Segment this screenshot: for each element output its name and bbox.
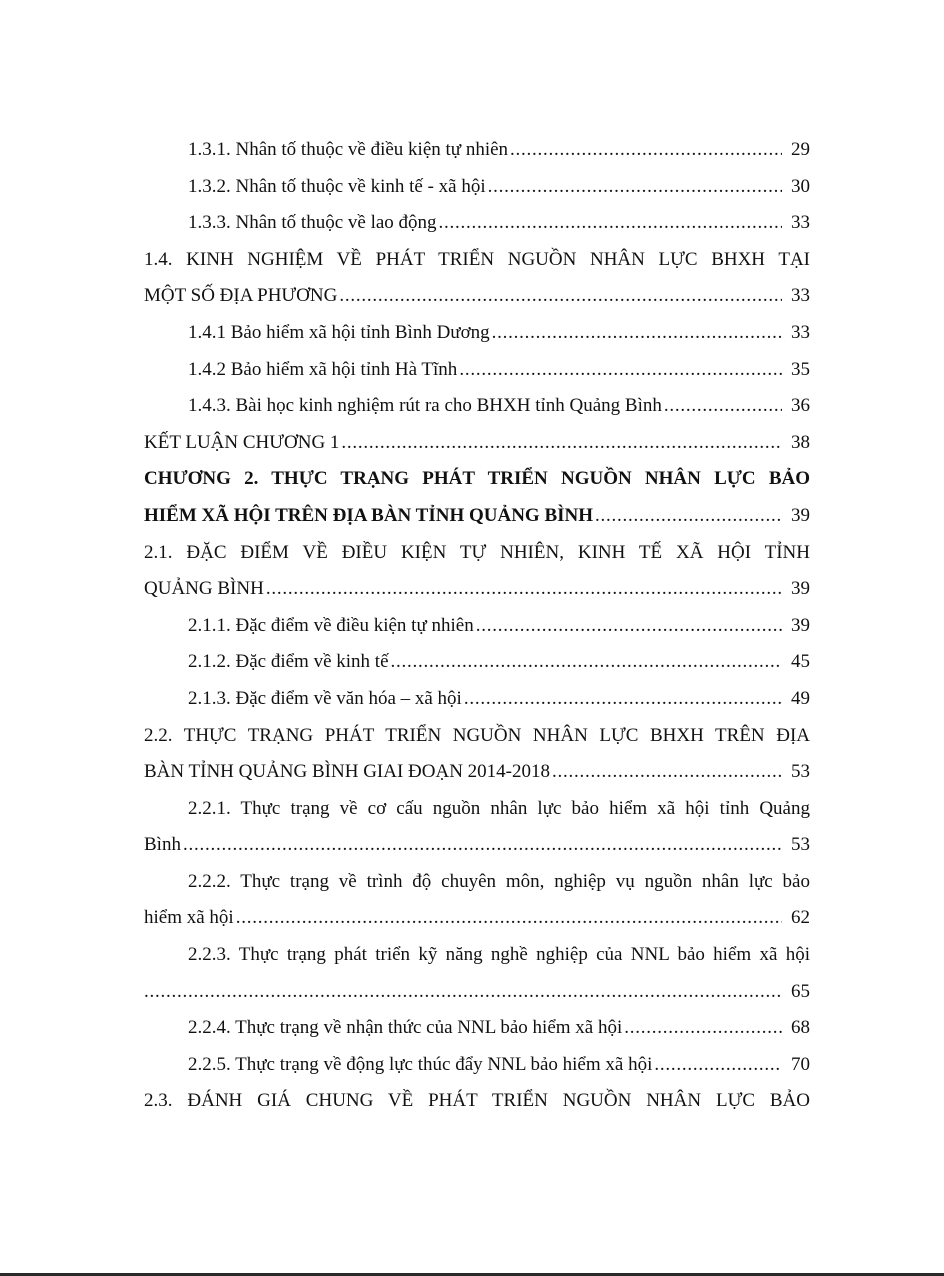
toc-entry-title: 1.4. KINH NGHIỆM VỀ PHÁT TRIỂN NGUỒN NHÂN LỰC BHXH TẠI xyxy=(144,248,810,270)
toc-entry-title: 2.3. ĐÁNH GIÁ CHUNG VỀ PHÁT TRIỂN NGUỒN NHÂN LỰC BẢO xyxy=(144,1090,810,1112)
toc-chapter-title: CHƯƠNG 2. THỰC TRẠNG PHÁT TRIỂN NGUỒN NHÂN LỰC BẢO xyxy=(144,468,810,490)
toc-page-number: 35 xyxy=(791,358,810,380)
toc-entry xyxy=(144,1010,810,1047)
toc-dot-leader xyxy=(439,205,782,242)
toc-page-number: 53 xyxy=(791,834,810,856)
toc-entry xyxy=(144,754,810,791)
toc-entry xyxy=(144,1047,810,1084)
toc-entry xyxy=(144,571,810,608)
toc-entry-title: 2.2. THỰC TRẠNG PHÁT TRIỂN NGUỒN NHÂN LỰC BHXH TRÊN ĐỊA xyxy=(144,724,810,746)
toc-entry xyxy=(144,681,810,718)
toc-entry-title: Bình xyxy=(144,834,181,856)
toc-page-number: 30 xyxy=(791,175,810,197)
toc-entry xyxy=(144,608,810,645)
toc-chapter-title: HIỂM XÃ HỘI TRÊN ĐỊA BÀN TỈNH QUẢNG BÌNH xyxy=(144,504,594,526)
toc-dot-leader xyxy=(144,974,782,1011)
toc-dot-leader xyxy=(492,315,782,352)
toc-entry-title: 2.2.5. Thực trạng về động lực thúc đẩy NNL bảo hiểm xã hội xyxy=(188,1053,653,1075)
toc-dot-leader xyxy=(654,1047,782,1084)
toc-page-number: 62 xyxy=(791,907,810,929)
toc-dot-leader xyxy=(339,278,782,315)
toc-entry-title: 2.1.2. Đặc điểm về kinh tế xyxy=(188,651,389,673)
toc-entry-wrapped-line xyxy=(144,937,810,974)
toc-chapter-wrapped-line xyxy=(144,461,810,498)
toc-entry xyxy=(144,278,810,315)
toc-entry-wrapped-line xyxy=(144,242,810,279)
toc-entry-wrapped-line xyxy=(144,1083,810,1120)
toc-page-number: 38 xyxy=(791,431,810,453)
toc-page-number: 39 xyxy=(791,578,810,600)
toc-entry-wrapped-line xyxy=(144,535,810,572)
toc-entry-title: 1.3.1. Nhân tố thuộc về điều kiện tự nhiên xyxy=(188,139,509,160)
toc-entry-title: 1.4.1 Bảo hiểm xã hội tỉnh Bình Dương xyxy=(188,321,490,343)
toc-entry-title: BÀN TỈNH QUẢNG BÌNH GIAI ĐOẠN 2014-2018 xyxy=(144,761,551,783)
toc-entry xyxy=(144,827,810,864)
toc-dot-leader xyxy=(552,754,782,791)
toc-entry xyxy=(144,315,810,352)
toc-entry-wrapped-line xyxy=(144,864,810,901)
toc-page-number: 29 xyxy=(791,139,810,160)
toc-entry xyxy=(144,425,810,462)
toc-entry-title: 1.3.2. Nhân tố thuộc về kinh tế - xã hội xyxy=(188,175,486,197)
toc-entry-title: 2.1.3. Đặc điểm về văn hóa – xã hội xyxy=(188,687,462,709)
toc-dot-leader xyxy=(488,169,782,206)
toc-page-number: 39 xyxy=(791,504,810,526)
toc-dot-leader xyxy=(459,352,782,389)
toc-page-number: 49 xyxy=(791,687,810,709)
toc-entry-title: QUẢNG BÌNH xyxy=(144,578,264,600)
toc-dot-leader xyxy=(391,644,782,681)
toc-page-number: 45 xyxy=(791,651,810,673)
toc-entry-title: 2.2.1. Thực trạng về cơ cấu nguồn nhân lực bảo hiểm xã hội tỉnh Quảng xyxy=(188,797,810,819)
toc-dot-leader xyxy=(624,1010,782,1047)
toc-entry-title: 2.1. ĐẶC ĐIỂM VỀ ĐIỀU KIỆN TỰ NHIÊN, KINH TẾ XÃ HỘI TỈNH xyxy=(144,541,810,563)
toc-entry-title: MỘT SỐ ĐỊA PHƯƠNG xyxy=(144,285,338,307)
toc-page-number: 53 xyxy=(791,761,810,783)
toc-dot-leader xyxy=(266,571,782,608)
toc-entry-title: 1.4.2 Bảo hiểm xã hội tỉnh Hà Tĩnh xyxy=(188,358,458,380)
toc-entry-title: hiểm xã hội xyxy=(144,907,234,929)
toc-entry xyxy=(144,388,810,425)
toc-page-number: 36 xyxy=(791,395,810,417)
toc-page-number: 70 xyxy=(791,1053,810,1075)
toc-page-number: 65 xyxy=(791,980,810,1002)
toc-dot-leader xyxy=(341,425,782,462)
toc-entry xyxy=(144,974,810,1011)
toc-entry xyxy=(144,352,810,389)
toc-dot-leader xyxy=(236,900,782,937)
toc-entry xyxy=(144,644,810,681)
toc-dot-leader xyxy=(183,827,782,864)
toc-entry-title: 2.2.3. Thực trạng phát triển kỹ năng nghề nghiệp của NNL bảo hiểm xã hội xyxy=(188,944,810,966)
toc-dot-leader xyxy=(510,132,782,169)
toc-page-number: 68 xyxy=(791,1017,810,1039)
toc-entry xyxy=(144,169,810,206)
toc-page-number: 33 xyxy=(791,212,810,234)
toc-entry-title: 1.4.3. Bài học kinh nghiệm rút ra cho BHXH tỉnh Quảng Bình xyxy=(188,395,662,417)
toc-dot-leader xyxy=(464,681,782,718)
toc-entry xyxy=(144,205,810,242)
toc-page-number: 33 xyxy=(791,285,810,307)
toc-dot-leader xyxy=(476,608,782,645)
toc-entry xyxy=(144,132,810,169)
toc-page-number: 39 xyxy=(791,614,810,636)
toc-entry-title: 2.2.4. Thực trạng về nhận thức của NNL bảo hiểm xã hội xyxy=(188,1017,623,1039)
toc-entry-title: 2.1.1. Đặc điểm về điều kiện tự nhiên xyxy=(188,614,474,636)
table-of-contents xyxy=(144,132,810,1120)
toc-entry-title: 1.3.3. Nhân tố thuộc về lao động xyxy=(188,212,437,234)
toc-entry-wrapped-line xyxy=(144,791,810,828)
toc-entry-title: 2.2.2. Thực trạng về trình độ chuyên môn, nghiệp vụ nguồn nhân lực bảo xyxy=(188,870,810,892)
toc-entry xyxy=(144,900,810,937)
toc-dot-leader xyxy=(664,388,782,425)
toc-page-number: 33 xyxy=(791,321,810,343)
toc-dot-leader xyxy=(595,498,782,535)
toc-chapter-entry xyxy=(144,498,810,535)
toc-entry-wrapped-line xyxy=(144,718,810,755)
toc-entry-title: KẾT LUẬN CHƯƠNG 1 xyxy=(144,431,340,453)
